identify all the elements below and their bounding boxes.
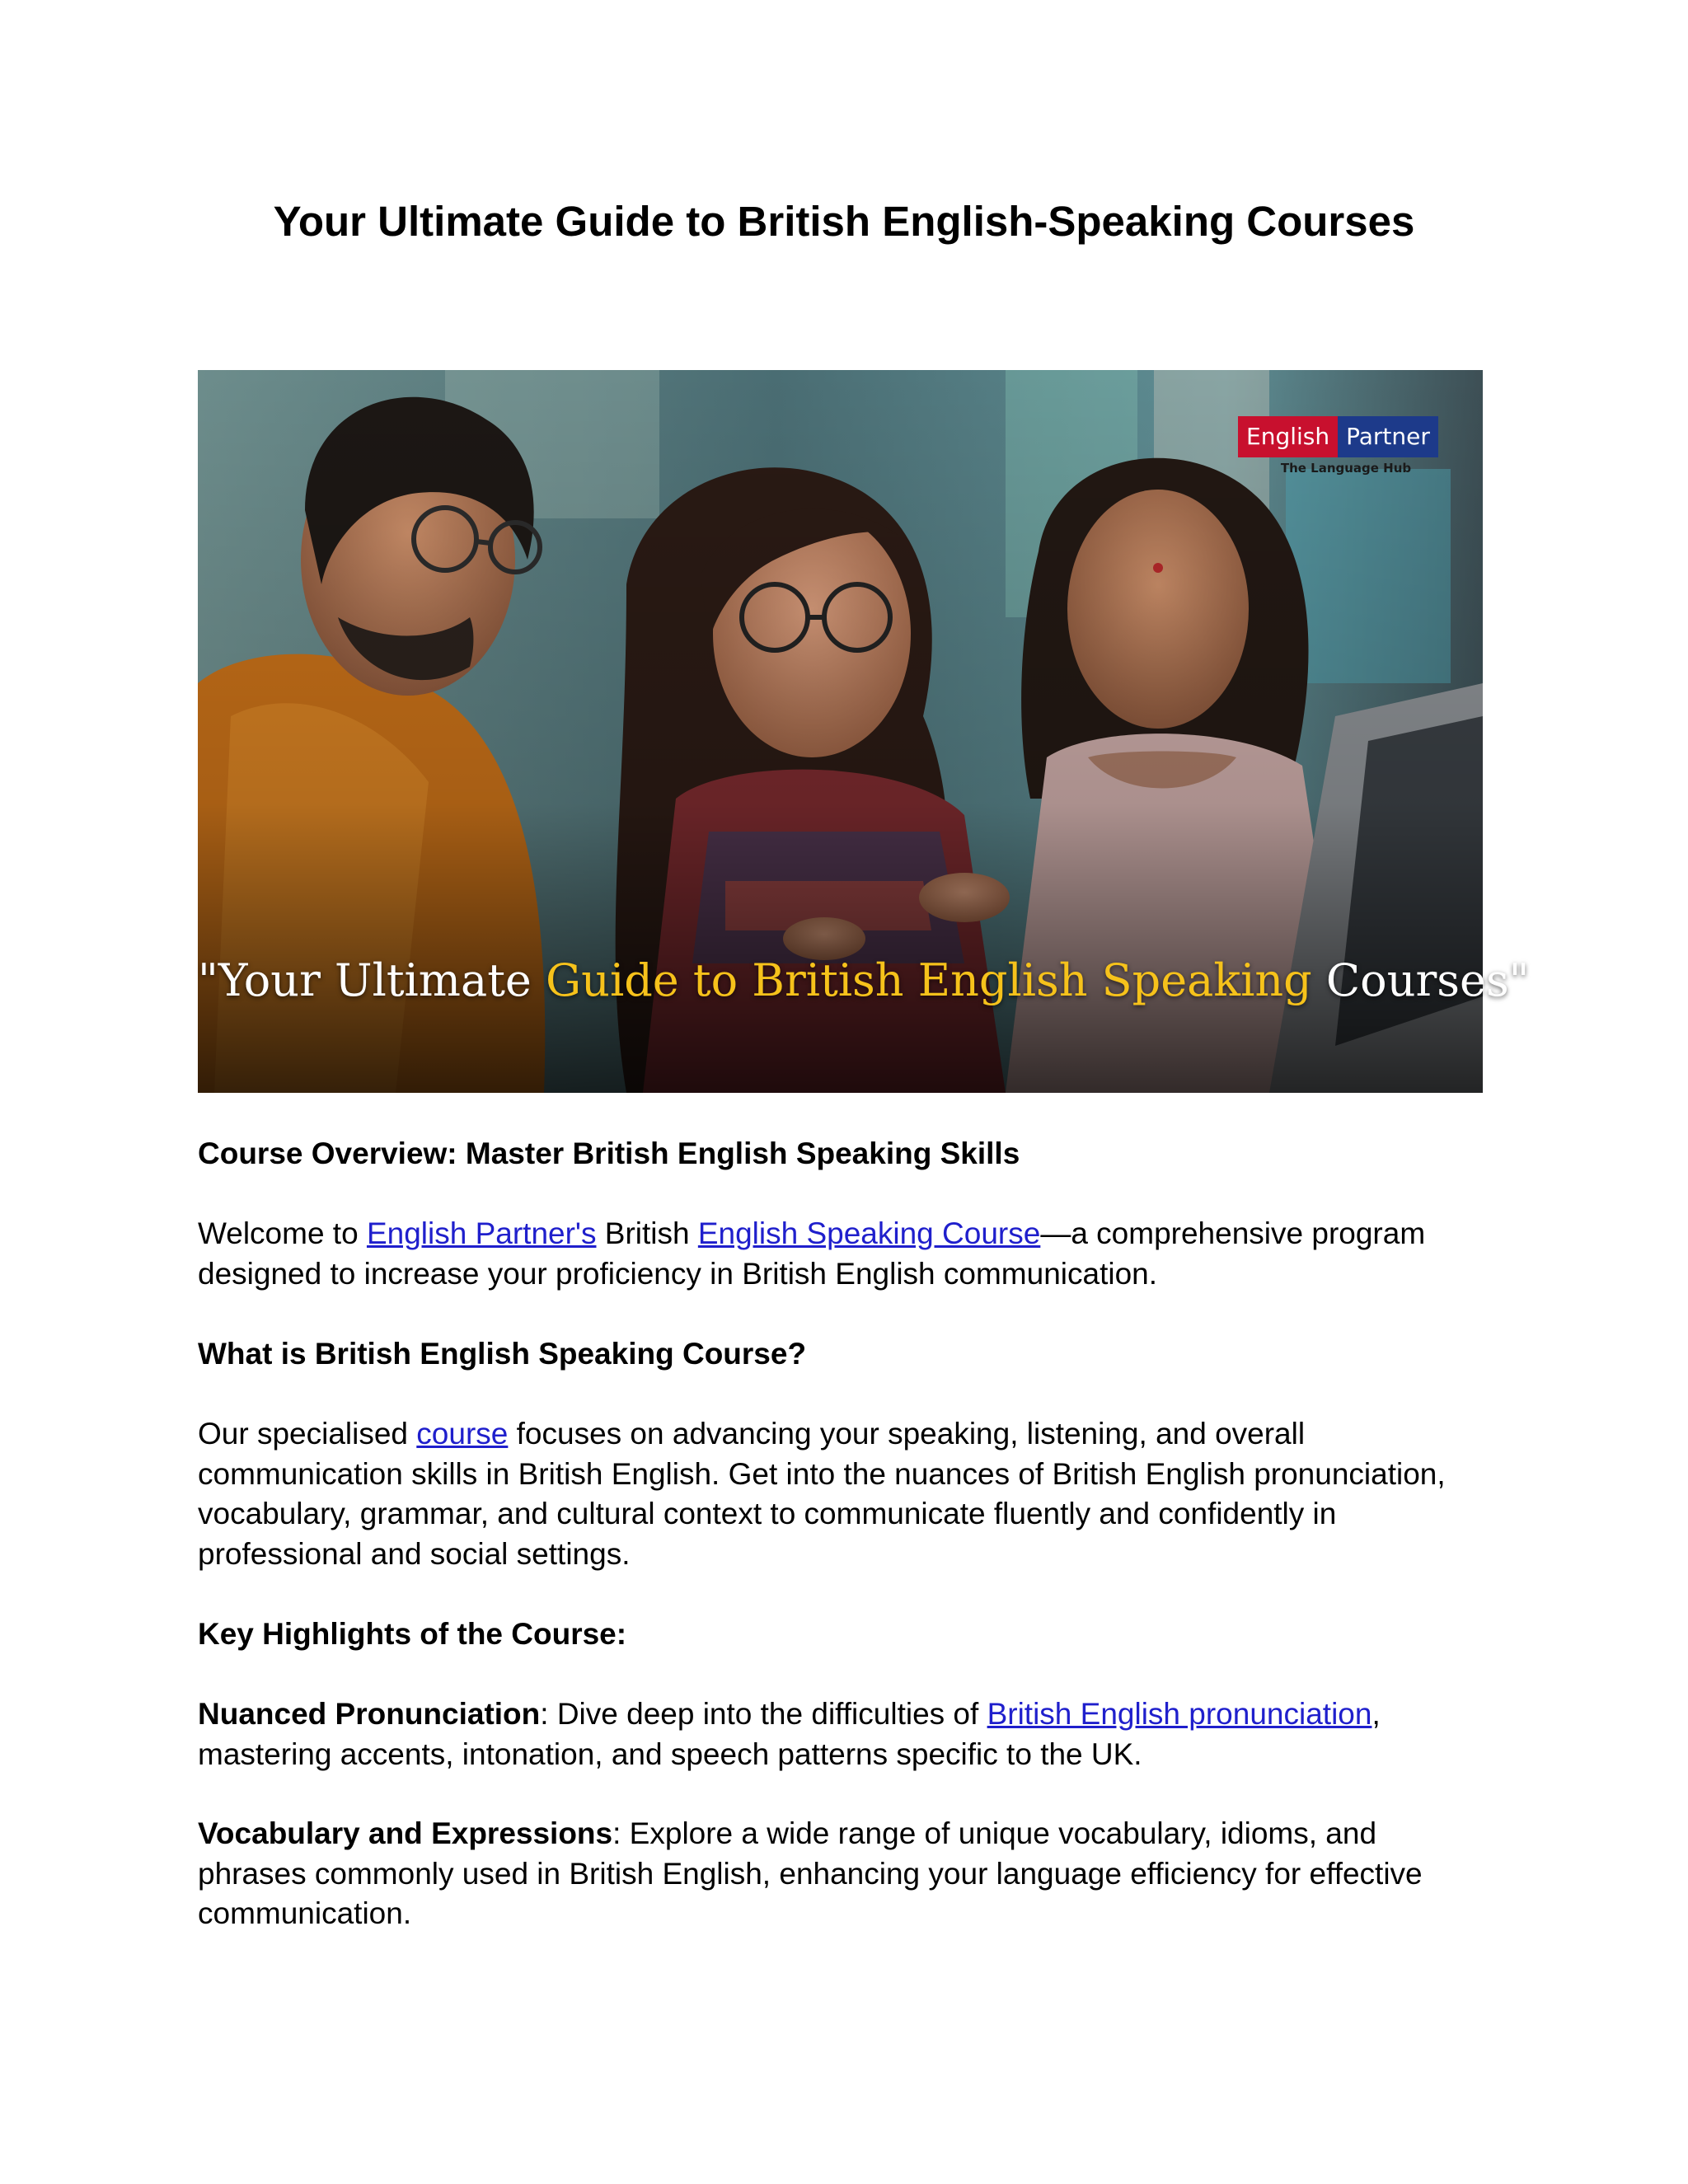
highlights-heading: Key Highlights of the Course: (198, 1617, 627, 1651)
hero-caption-highlight: Guide to British English Speaking (546, 954, 1312, 1006)
overview-heading: Course Overview: Master British English Speaking Skills (198, 1137, 1020, 1170)
course-link[interactable]: course (416, 1417, 509, 1451)
overview-section (198, 1134, 1492, 1174)
pronunciation-term: Nuanced Pronunciation (198, 1697, 541, 1731)
english-partner-logo (1238, 416, 1429, 476)
logo-tagline: The Language Hub (1280, 461, 1412, 476)
what-text-start: Our specialised (198, 1417, 417, 1451)
intro-paragraph (198, 1214, 1492, 1294)
document-title: Your Ultimate Guide to British English-Speaking Courses (273, 198, 1415, 245)
intro-text-end: —a comprehensive program designed to increase your proficiency in British English communication. (198, 1216, 1426, 1291)
what-section (198, 1334, 1492, 1375)
english-speaking-course-link[interactable]: English Speaking Course (697, 1216, 1041, 1250)
logo-word-partner: Partner (1338, 416, 1438, 457)
hero-image (198, 370, 1530, 1093)
vocabulary-text: : Explore a wide range of unique vocabulary, idioms, and phrases commonly used in British English, enhancing your language efficiency for effective communication. (198, 1816, 1423, 1930)
what-text-end: focuses on advancing your speaking, listening, and overall communication skills in British English. Get into the nuances of British English pronunciation, vocabulary, grammar, and cultural context to communicate fluently and confidently in professional and social settings. (198, 1417, 1446, 1571)
what-paragraph (198, 1414, 1492, 1574)
hero-caption (198, 952, 1530, 1010)
highlights-section (198, 1615, 1492, 1655)
english-partner-link[interactable]: English Partner's (366, 1216, 597, 1250)
pronunciation-text-end: , mastering accents, intonation, and speech patterns specific to the UK. (198, 1697, 1381, 1771)
hero-caption-start: "Your Ultimate (198, 954, 546, 1006)
british-english-pronunciation-link[interactable]: British English pronunciation (987, 1697, 1372, 1731)
vocabulary-paragraph (198, 1814, 1492, 1934)
intro-text-start: Welcome to (198, 1216, 367, 1250)
vocabulary-term: Vocabulary and Expressions (198, 1816, 613, 1850)
pronunciation-paragraph (198, 1694, 1492, 1774)
pronunciation-text-start: : Dive deep into the difficulties of (540, 1697, 987, 1731)
what-heading: What is British English Speaking Course? (198, 1337, 807, 1371)
logo-word-english: English (1238, 416, 1338, 457)
intro-text-mid: British (596, 1216, 698, 1250)
hero-caption-end: Courses" (1311, 954, 1530, 1006)
